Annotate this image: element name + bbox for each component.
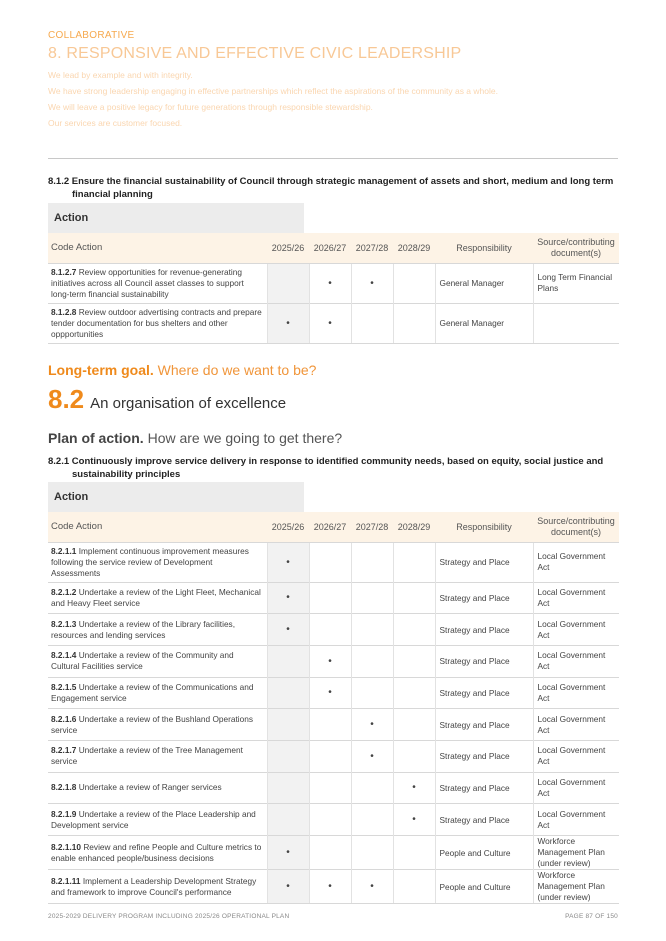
long-term-goal: [48, 362, 316, 378]
table-row: [48, 740, 619, 772]
action-code: 8.2.1.2: [51, 586, 77, 597]
year-marker: [309, 614, 351, 646]
section-heading: [48, 455, 619, 481]
col-year: 2026/27: [313, 242, 347, 253]
action-cell: [48, 772, 267, 804]
table-row: [48, 303, 619, 343]
action-cell: [48, 677, 267, 709]
footer-title: 2025-2029 DELIVERY PROGRAM INCLUDING 2025/26 OPERATIONAL PLAN: [48, 913, 290, 920]
col-responsibility: Responsibility: [456, 521, 512, 532]
col-source: Source/contributing document(s): [537, 515, 615, 537]
year-marker: •: [393, 772, 435, 804]
action-cell: [48, 303, 267, 343]
year-marker: •: [267, 614, 309, 646]
action-cell: [48, 542, 267, 582]
action-text: Undertake a review of Ranger services: [78, 782, 222, 793]
year-marker: •: [267, 870, 309, 904]
action-text: Undertake a review of the Bushland Operations service: [51, 713, 254, 735]
source-cell: Long Term Financial Plans: [533, 263, 619, 303]
table-row: [48, 870, 619, 904]
year-marker: [351, 582, 393, 614]
header-title: 8. RESPONSIVE AND EFFECTIVE CIVIC LEADERSHIP: [48, 45, 462, 62]
col-year: 2027/28: [355, 521, 389, 532]
action-table: [48, 233, 619, 344]
year-marker: •: [309, 645, 351, 677]
source-cell: Local Government Act: [533, 542, 619, 582]
action-tab: Action: [48, 482, 304, 512]
table-header-row: [48, 512, 619, 542]
year-marker: [393, 614, 435, 646]
action-text: Implement continuous improvement measures following the service review of Development Assessments: [51, 545, 249, 578]
source-cell: Local Government Act: [533, 614, 619, 646]
year-marker: •: [267, 542, 309, 582]
source-cell: Workforce Management Plan (under review): [533, 836, 619, 870]
year-marker: [267, 740, 309, 772]
action-code: 8.2.1.11: [51, 875, 81, 886]
col-year: 2027/28: [355, 242, 389, 253]
year-marker: •: [309, 263, 351, 303]
year-marker: [309, 740, 351, 772]
outcome-number: 8.2: [48, 384, 85, 414]
year-marker: [309, 804, 351, 836]
action-text: Undertake a review of the Tree Management service: [51, 745, 243, 767]
year-marker: [309, 836, 351, 870]
header-line: We have strong leadership engaging in effective partnerships which reflect the aspirations of the community as a whole.: [48, 86, 498, 96]
source-cell: Local Government Act: [533, 709, 619, 741]
responsibility-cell: People and Culture: [435, 870, 533, 904]
action-text: Undertake a review of the Community and Cultural Facilities service: [51, 650, 234, 672]
page-header: [48, 30, 498, 128]
year-marker: [309, 582, 351, 614]
responsibility-cell: Strategy and Place: [435, 614, 533, 646]
year-marker: [393, 836, 435, 870]
year-marker: •: [351, 740, 393, 772]
table-row: [48, 645, 619, 677]
responsibility-cell: Strategy and Place: [435, 772, 533, 804]
page-number: PAGE 87 OF 150: [565, 913, 618, 920]
header-line: Our services are customer focused.: [48, 118, 183, 128]
year-marker: [351, 303, 393, 343]
header-line: We lead by example and with integrity.: [48, 70, 193, 80]
responsibility-cell: Strategy and Place: [435, 740, 533, 772]
section-8-2-1: [48, 455, 619, 904]
year-marker: •: [309, 870, 351, 904]
source-cell: Workforce Management Plan (under review): [533, 870, 619, 904]
action-text: Undertake a review of the Library facilities, resources and lending services: [51, 618, 236, 640]
action-code: 8.2.1.6: [51, 713, 77, 724]
responsibility-cell: Strategy and Place: [435, 709, 533, 741]
year-marker: [393, 709, 435, 741]
table-row: [48, 709, 619, 741]
plan-of-action: [48, 430, 342, 446]
outcome-title: An organisation of excellence: [90, 395, 287, 412]
year-marker: [393, 263, 435, 303]
plan-label: Plan of action.: [48, 430, 144, 446]
action-code: 8.2.1.4: [51, 650, 77, 661]
year-marker: •: [267, 836, 309, 870]
year-marker: [267, 709, 309, 741]
section-heading: [48, 175, 619, 201]
source-cell: Local Government Act: [533, 804, 619, 836]
action-tab: Action: [48, 203, 304, 233]
plan-question: How are we going to get there?: [147, 430, 343, 446]
action-cell: [48, 740, 267, 772]
year-marker: •: [309, 677, 351, 709]
action-text: Review and refine People and Culture metrics to enable enhanced people/business decisions: [51, 841, 262, 863]
source-cell: [533, 303, 619, 343]
year-marker: •: [351, 263, 393, 303]
year-marker: [267, 772, 309, 804]
year-marker: [267, 263, 309, 303]
col-responsibility: Responsibility: [456, 242, 512, 253]
year-marker: [393, 677, 435, 709]
divider: [48, 158, 618, 159]
responsibility-cell: Strategy and Place: [435, 582, 533, 614]
source-cell: Local Government Act: [533, 772, 619, 804]
year-marker: •: [351, 870, 393, 904]
col-year: 2026/27: [313, 521, 347, 532]
year-marker: [351, 772, 393, 804]
action-code: 8.2.1.8: [51, 782, 77, 793]
action-code: 8.1.2.8: [51, 306, 77, 317]
col-code-action: Code Action: [51, 242, 103, 254]
action-text: Review opportunities for revenue-generating initiatives across all Council asset classes to support long-term financial sustainability: [51, 266, 244, 299]
year-marker: [393, 740, 435, 772]
goal-question: Where do we want to be?: [157, 362, 317, 378]
action-text: Review outdoor advertising contracts and prepare tender documentation for bus shelters and other oppportunities: [51, 306, 262, 339]
heading-text-cont: financial planning: [72, 189, 153, 200]
year-marker: [393, 303, 435, 343]
col-year: 2028/29: [397, 521, 431, 532]
action-text: Implement a Leadership Development Strategy and framework to improve Council's performance: [51, 875, 257, 897]
action-code: 8.2.1.3: [51, 618, 77, 629]
action-text: Undertake a review of the Communications and Engagement service: [51, 681, 254, 703]
source-cell: Local Government Act: [533, 645, 619, 677]
table-header-row: [48, 233, 619, 263]
action-cell: [48, 870, 267, 904]
responsibility-cell: People and Culture: [435, 836, 533, 870]
year-marker: [267, 645, 309, 677]
year-marker: [309, 772, 351, 804]
heading-number: 8.2.1: [48, 456, 70, 467]
action-cell: [48, 709, 267, 741]
responsibility-cell: Strategy and Place: [435, 645, 533, 677]
action-table: [48, 512, 619, 904]
year-marker: [393, 870, 435, 904]
action-text: Undertake a review of the Light Fleet, Mechanical and Heavy Fleet service: [51, 586, 261, 608]
year-marker: •: [309, 303, 351, 343]
heading-number: 8.1.2: [48, 176, 70, 187]
year-marker: [351, 804, 393, 836]
action-cell: [48, 582, 267, 614]
year-marker: •: [393, 804, 435, 836]
year-marker: [393, 645, 435, 677]
header-kicker: COLLABORATIVE: [48, 30, 135, 41]
action-code: 8.2.1.9: [51, 808, 77, 819]
source-cell: Local Government Act: [533, 677, 619, 709]
year-marker: •: [267, 303, 309, 343]
year-marker: [351, 677, 393, 709]
action-code: 8.1.2.7: [51, 266, 77, 277]
responsibility-cell: General Manager: [435, 263, 533, 303]
year-marker: [393, 542, 435, 582]
action-cell: [48, 263, 267, 303]
table-row: [48, 542, 619, 582]
page-footer: [48, 913, 618, 920]
year-marker: [351, 645, 393, 677]
source-cell: Local Government Act: [533, 740, 619, 772]
action-code: 8.2.1.10: [51, 841, 81, 852]
header-line: We will leave a positive legacy for future generations through responsible stewardship.: [48, 102, 373, 112]
responsibility-cell: Strategy and Place: [435, 542, 533, 582]
goal-label: Long-term goal.: [48, 362, 154, 378]
action-text: Undertake a review of the Place Leadership and Development service: [51, 808, 256, 830]
table-row: [48, 836, 619, 870]
year-marker: [309, 542, 351, 582]
action-code: 8.2.1.1: [51, 545, 77, 556]
year-marker: [309, 709, 351, 741]
year-marker: [351, 614, 393, 646]
table-row: [48, 804, 619, 836]
action-cell: [48, 645, 267, 677]
responsibility-cell: Strategy and Place: [435, 677, 533, 709]
year-marker: [351, 836, 393, 870]
heading-text: Ensure the financial sustainability of Council through strategic management of assets and short, medium and long term: [71, 176, 614, 187]
heading-text: Continuously improve service delivery in response to identified community needs, based on equity, social justice and: [71, 456, 604, 467]
year-marker: [393, 582, 435, 614]
col-year: 2025/26: [271, 242, 305, 253]
table-row: [48, 614, 619, 646]
col-year: 2028/29: [397, 242, 431, 253]
year-marker: [351, 542, 393, 582]
action-cell: [48, 836, 267, 870]
action-cell: [48, 614, 267, 646]
table-row: [48, 263, 619, 303]
action-cell: [48, 804, 267, 836]
year-marker: •: [267, 582, 309, 614]
col-source: Source/contributing document(s): [537, 236, 615, 258]
table-row: [48, 772, 619, 804]
source-cell: Local Government Act: [533, 582, 619, 614]
year-marker: •: [351, 709, 393, 741]
action-code: 8.2.1.7: [51, 745, 77, 756]
year-marker: [267, 677, 309, 709]
responsibility-cell: Strategy and Place: [435, 804, 533, 836]
outcome-heading: [48, 384, 286, 415]
heading-text-cont: sustainability principles: [72, 469, 181, 480]
col-code-action: Code Action: [51, 521, 103, 533]
section-8-1-2: [48, 175, 619, 344]
table-row: [48, 582, 619, 614]
responsibility-cell: General Manager: [435, 303, 533, 343]
col-year: 2025/26: [271, 521, 305, 532]
year-marker: [267, 804, 309, 836]
action-code: 8.2.1.5: [51, 681, 77, 692]
table-row: [48, 677, 619, 709]
